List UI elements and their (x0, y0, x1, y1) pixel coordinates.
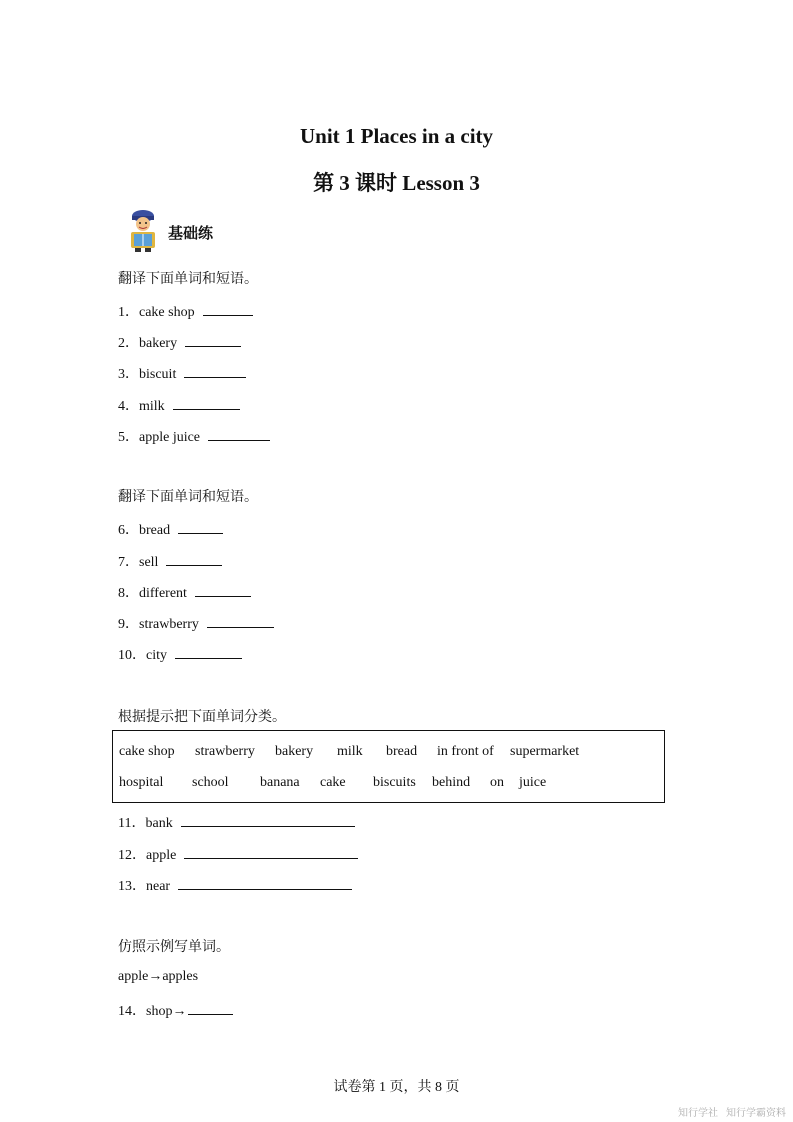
instruction: 根据提示把下面单词分类。 (118, 709, 286, 725)
answer-blank[interactable] (175, 646, 242, 659)
page-subtitle: 第 3 课时 Lesson 3 (313, 171, 480, 195)
instruction: 翻译下面单词和短语。 (118, 271, 258, 287)
question-1: 1．cake shop (118, 301, 253, 321)
word-bank-item: milk (337, 744, 363, 759)
question-3: 3．biscuit (118, 363, 246, 383)
question-9: 9．strawberry (118, 613, 274, 633)
word-bank-item: biscuits (373, 775, 416, 790)
word-bank-item: banana (260, 775, 300, 790)
answer-blank[interactable] (178, 521, 223, 534)
word-bank-item: school (192, 775, 229, 790)
answer-blank[interactable] (173, 397, 240, 410)
word-bank-item: cake (320, 775, 346, 790)
example-text: apple→apples (118, 969, 199, 984)
question-12: 12．apple (118, 844, 358, 864)
question-5: 5．apple juice (118, 426, 270, 446)
question-7: 7．sell (118, 551, 222, 571)
answer-blank[interactable] (178, 877, 352, 890)
word-bank-item: bread (386, 744, 418, 759)
word-bank-item: on (490, 775, 504, 790)
answer-blank[interactable] (184, 365, 246, 378)
question-13: 13．near (118, 875, 352, 895)
answer-blank[interactable] (166, 553, 222, 566)
word-bank-item: hospital (119, 775, 164, 790)
answer-blank[interactable] (185, 334, 241, 347)
answer-blank[interactable] (207, 615, 274, 628)
reading-student-icon (126, 208, 160, 252)
question-11: 11．bank (118, 812, 355, 832)
page-footer: 试卷第 1 页，共 8 页 (333, 1080, 460, 1095)
question-14: 14．shop→ (118, 1000, 233, 1020)
answer-blank[interactable] (203, 303, 253, 316)
section-title: 基础练 (168, 224, 214, 242)
question-2: 2．bakery (118, 332, 241, 352)
word-bank-item: cake shop (119, 744, 175, 759)
question-10: 10．city (118, 644, 242, 664)
answer-blank[interactable] (188, 1002, 233, 1015)
answer-blank[interactable] (195, 584, 251, 597)
watermark-right: 知行学霸资料 (726, 1108, 786, 1119)
question-6: 6．bread (118, 519, 223, 539)
answer-blank[interactable] (208, 428, 270, 441)
page-title: Unit 1 Places in a city (299, 124, 494, 148)
word-bank-item: in front of (437, 744, 494, 759)
word-bank-item: juice (519, 775, 547, 790)
word-bank-item: behind (432, 775, 471, 790)
instruction: 仿照示例写单词。 (118, 939, 230, 955)
word-bank-item: supermarket (510, 744, 580, 759)
watermark-left: 知行学社 (678, 1108, 718, 1119)
answer-blank[interactable] (181, 814, 355, 827)
word-bank-item: bakery (275, 744, 314, 759)
word-bank-item: strawberry (195, 744, 255, 759)
question-4: 4．milk (118, 395, 240, 415)
word-bank-box (112, 730, 665, 803)
question-8: 8．different (118, 582, 251, 602)
instruction: 翻译下面单词和短语。 (118, 489, 258, 505)
answer-blank[interactable] (184, 846, 358, 859)
